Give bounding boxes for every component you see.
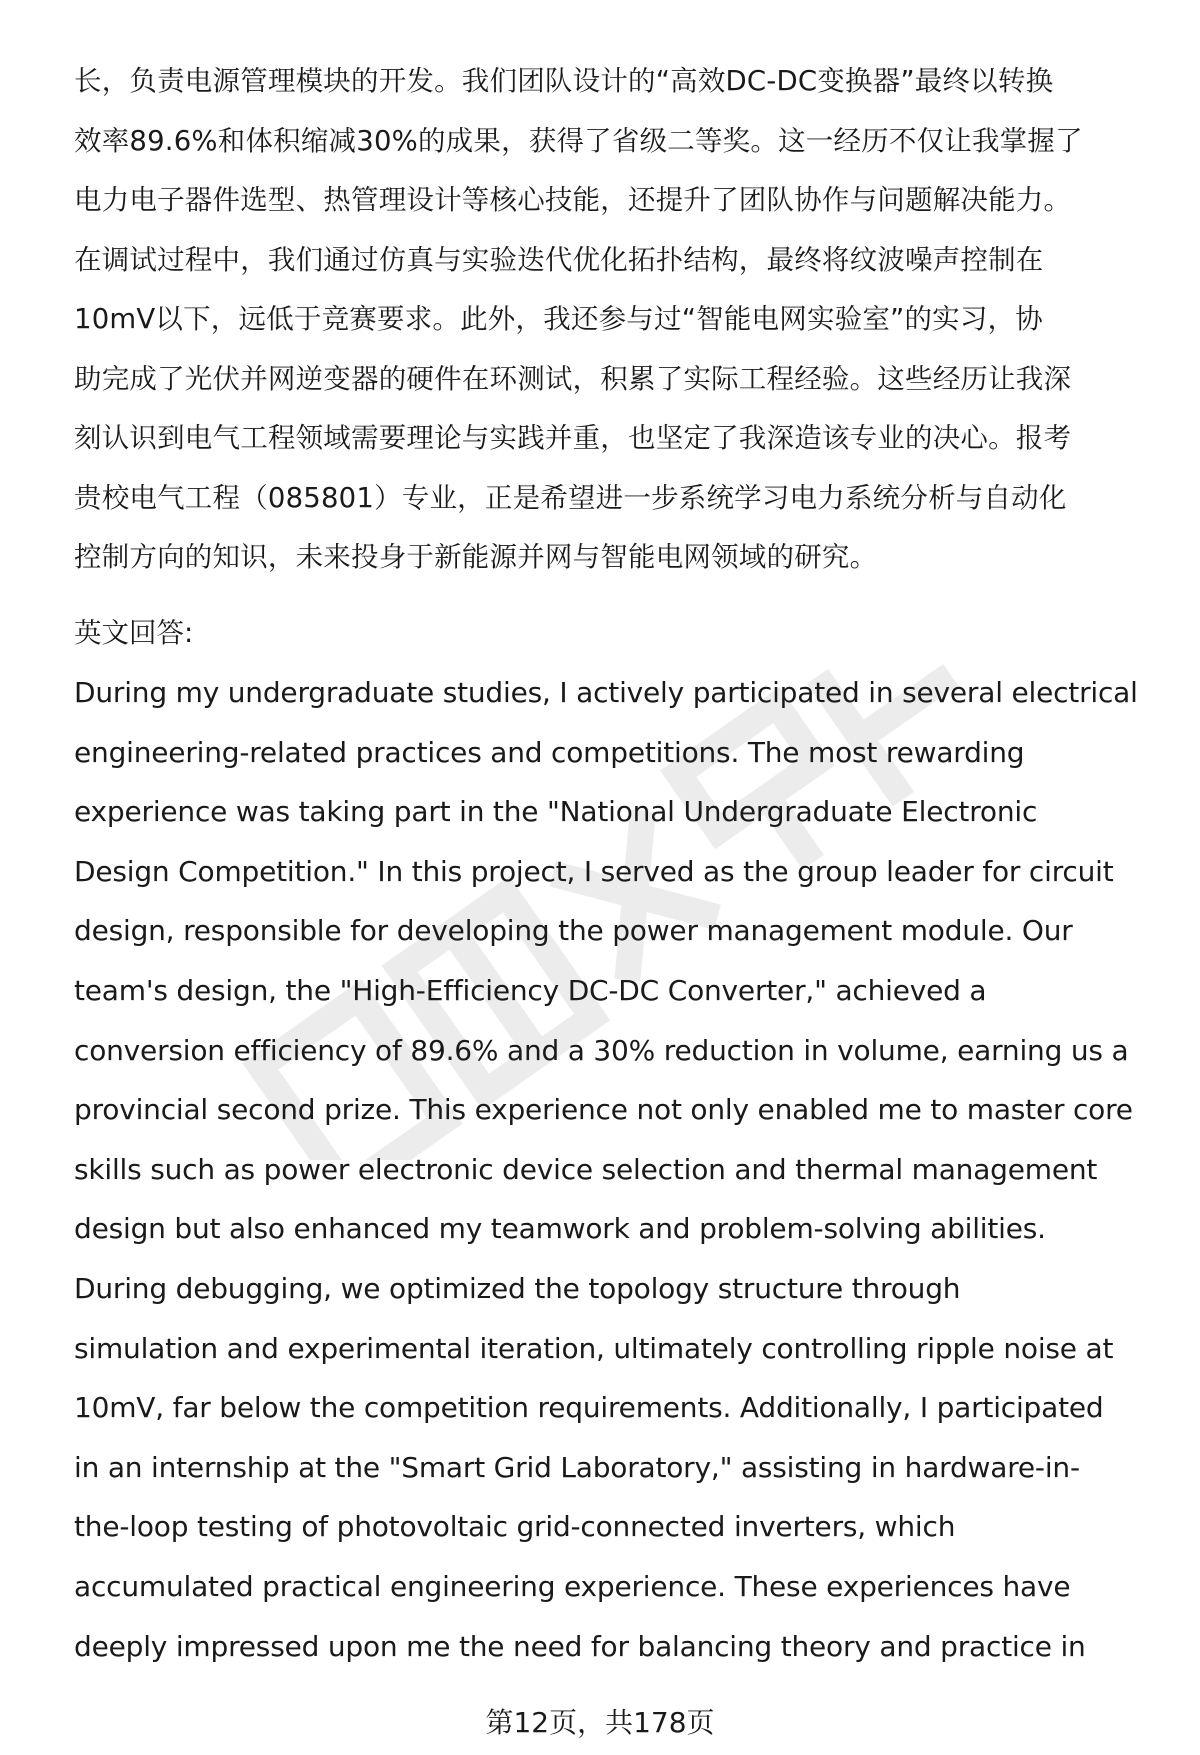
text-line: the-loop testing of photovoltaic grid-connected inverters, which	[74, 1510, 956, 1544]
text-line: design, responsible for developing the power management module. Our	[74, 914, 1073, 948]
text-line: 控制方向的知识，未来投身于新能源并网与智能电网领域的研究。	[74, 541, 878, 573]
text-line: provincial second prize. This experience not only enabled me to master core	[74, 1093, 1133, 1127]
page-number-footer: 第12页，共178页	[485, 1706, 715, 1739]
english-answer-label: 英文回答:	[74, 616, 194, 649]
text-line: 效率89.6%和体积缩减30%的成果，获得了省级二等奖。这一经历不仅让我掌握了	[74, 124, 1083, 157]
text-line: in an internship at the "Smart Grid Laboratory," assisting in hardware-in-	[74, 1450, 1080, 1484]
text-line: Design Competition." In this project, I served as the group leader for circuit	[74, 854, 1114, 888]
text-line: 长，负责电源管理模块的开发。我们团队设计的“高效DC-DC变换器”最终以转换	[74, 65, 1054, 97]
text-line: skills such as power electronic device selection and thermal management	[74, 1152, 1098, 1186]
text-line: engineering-related practices and competitions. The most rewarding	[74, 735, 1025, 769]
text-line: experience was taking part in the "National Undergraduate Electronic	[74, 795, 1038, 829]
text-line: simulation and experimental iteration, ultimately controlling ripple noise at	[74, 1331, 1114, 1365]
text-line: 助完成了光伏并网逆变器的硬件在环测试，积累了实际工程经验。这些经历让我深	[74, 362, 1072, 395]
document-content	[74, 52, 1154, 1676]
chinese-answer-paragraph	[74, 52, 1154, 588]
text-line: accumulated practical engineering experience. These experiences have	[74, 1569, 1071, 1603]
text-line: conversion efficiency of 89.6% and a 30% reduction in volume, earning us a	[74, 1033, 1129, 1067]
text-line: 电力电子器件选型、热管理设计等核心技能，还提升了团队协作与问题解决能力。	[74, 184, 1072, 216]
text-line: 在调试过程中，我们通过仿真与实验迭代优化拓扑结构，最终将纹波噪声控制在	[74, 243, 1044, 276]
text-line: 贵校电气工程（085801）专业，正是希望进一步系统学习电力系统分析与自动化	[74, 481, 1067, 514]
text-line: 10mV, far below the competition requirements. Additionally, I participated	[74, 1391, 1104, 1425]
text-line: deeply impressed upon me the need for balancing theory and practice in	[74, 1629, 1086, 1663]
text-line: 刻认识到电气工程领域需要理论与实践并重，也坚定了我深造该专业的决心。报考	[74, 422, 1072, 454]
text-line: During debugging, we optimized the topology structure through	[74, 1271, 961, 1305]
text-line: design but also enhanced my teamwork and problem-solving abilities.	[74, 1212, 1046, 1246]
text-line: 10mV以下，远低于竞赛要求。此外，我还参与过“智能电网实验室”的实习，协	[74, 303, 1043, 335]
paragraph-spacer	[74, 588, 1154, 604]
english-answer-paragraph	[74, 663, 1154, 1676]
text-line: During my undergraduate studies, I actively participated in several electrical	[74, 676, 1138, 709]
text-line: team's design, the "High-Efficiency DC-DC Converter," achieved a	[74, 973, 987, 1007]
